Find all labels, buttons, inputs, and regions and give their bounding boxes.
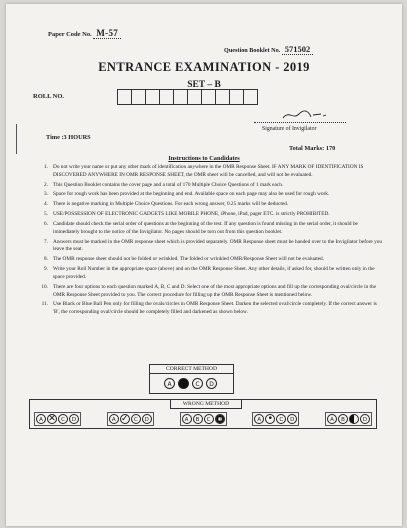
bubble-c: C [192, 378, 203, 389]
bubble-c: C [204, 414, 214, 424]
roll-digit-box[interactable] [229, 89, 244, 105]
booklet-label: Question Booklet No. [224, 47, 281, 54]
instruction-item: 3. Space for rough work has been provided at the beginning and end. Available space on each page may also be used for rough work. [44, 191, 330, 198]
bubble-d-ringed: D [215, 414, 225, 424]
bubble-c: C [276, 414, 286, 424]
signature-label: Signature of Invigilator [262, 126, 317, 132]
bubble-d: D [287, 414, 297, 424]
wrong-example-half [325, 412, 372, 426]
bubble-a: A [182, 414, 192, 424]
roll-digit-box[interactable] [201, 89, 216, 105]
instruction-item: 9. Write your Roll Number in the appropriate space (above) and on the OMR Response Sheet. Any other details, if asked for, should be written only in the space provided. [44, 266, 375, 280]
roll-digit-box[interactable] [215, 89, 230, 105]
wrong-example-dot [252, 412, 299, 426]
question-booklet-cover [6, 4, 402, 526]
instruction-item: 10. There are four options to each question marked A, B, C and D. Select one of the most appropriate options and fill up the corresponding oval/circle in the OMR Response Sheet provided to you. The correct procedure for filling up the OMR Response Sheet is mentioned below. [41, 283, 377, 298]
roll-digit-box[interactable] [159, 89, 174, 105]
instruction-item: 6. Candidate should check the serial order of questions at the beginning of the test. If any question is found missing in the serial order, it should be immediately brought to the notice of the Invigilator. No pages should be torn out from this question booklet. [44, 221, 358, 235]
wrong-method-box [29, 399, 377, 429]
signature-line [254, 122, 346, 123]
correct-method-box [149, 364, 234, 394]
roll-digit-box[interactable] [173, 89, 188, 105]
bubble-b-dotted [265, 414, 275, 424]
tick-mark-icon: ✓ [120, 414, 129, 424]
bubble-a: A [254, 414, 264, 424]
correct-method-bubbles [164, 378, 217, 389]
wrong-example-ring [180, 412, 227, 426]
roll-number-boxes[interactable] [118, 89, 258, 105]
margin-mark [16, 124, 17, 154]
bubble-b-ticked [120, 414, 130, 424]
correct-method-label: CORRECT METHOD [150, 366, 233, 374]
instruction-item: 4. There is negative marking in Multiple Choice Questions. For each wrong answer, 0.25 marks will be deducted. [44, 201, 289, 208]
bubble-a: A [109, 414, 119, 424]
paper-code-value: M-57 [93, 28, 121, 39]
bubble-d: D [360, 414, 370, 424]
bubble-b-filled: B [178, 378, 189, 389]
booklet-value: 571502 [282, 44, 314, 55]
instructions-heading: Instructions to Candidates [168, 155, 240, 162]
bubble-a: A [327, 414, 337, 424]
exam-set: SET – B [187, 80, 221, 90]
exam-time: Time :3 HOURS [46, 134, 91, 141]
dot-mark-icon: • [267, 414, 273, 424]
bubble-a: A [36, 414, 46, 424]
paper-code-label: Paper Code No. [48, 31, 92, 38]
instruction-item: 7. Answers must be marked in the OMR response sheet which is provided separately. OMR Response sheet must be handed over to the Invigilator before you leave the seat. [44, 238, 383, 253]
roll-digit-box[interactable] [131, 89, 146, 105]
wrong-method-label: WRONG METHOD [170, 399, 242, 409]
roll-digit-box[interactable] [117, 89, 132, 105]
roll-digit-box[interactable] [243, 89, 258, 105]
total-marks: Total Marks: 170 [289, 145, 336, 152]
instruction-item: 2. This Question Booklet contains the cover page and a total of 170 Multiple Choice Questions of 1 mark each. [44, 181, 284, 188]
bubble-c-half-filled [349, 414, 359, 424]
bubble-c: C [58, 414, 68, 424]
cross-mark-icon: ✕ [48, 414, 56, 424]
roll-digit-box[interactable] [145, 89, 160, 105]
invigilator-signature [281, 108, 331, 122]
instructions-list [36, 164, 384, 319]
wrong-method-examples [34, 412, 372, 426]
roll-digit-box[interactable] [187, 89, 202, 105]
instruction-item: 5. USE/POSSESSION OF ELECTRONIC GADGETS LIKE MOBILE PHONE, iPhone, iPad, pager ETC. is strictly PROHIBITED. [44, 211, 330, 218]
instruction-item: 11. Use Black or Blue Ball Pen only for filling the ovals/circles in OMR Response Sheet. Darken the selected oval/circle completely. If the correct answer is 'B', the corresponding oval/circle should be completely filled and darkened as shown below. [41, 301, 377, 316]
bubble-c: C [131, 414, 141, 424]
instruction-item: 8. The OMR response sheet should not be folded or wrinkled. The folded or wrinkled OMR/Response Sheet will not be evaluated. [44, 256, 325, 263]
wrong-example-cross [34, 412, 81, 426]
bubble-b: B [193, 414, 203, 424]
roll-number-label: ROLL NO. [33, 93, 65, 100]
question-booklet-number [224, 44, 313, 54]
paper-code [48, 28, 121, 38]
bubble-a: A [164, 378, 175, 389]
bubble-d: D [69, 414, 79, 424]
wrong-example-tick [107, 412, 154, 426]
instruction-item: 1. Do not write your name or put any other mark of identification anywhere in the OMR Response Sheet. IF ANY MARK OF IDENTIFICATION IS DISCOVERED ANYWHERE IN OMR RESPONSE SHEET, the OMR sheet will be cancelled, and will not be evaluated. [44, 164, 364, 178]
bubble-b: B [338, 414, 348, 424]
bubble-b-crossed [47, 414, 57, 424]
exam-title: ENTRANCE EXAMINATION - 2019 [98, 60, 310, 74]
bubble-d: D [142, 414, 152, 424]
bubble-d: D [206, 378, 217, 389]
